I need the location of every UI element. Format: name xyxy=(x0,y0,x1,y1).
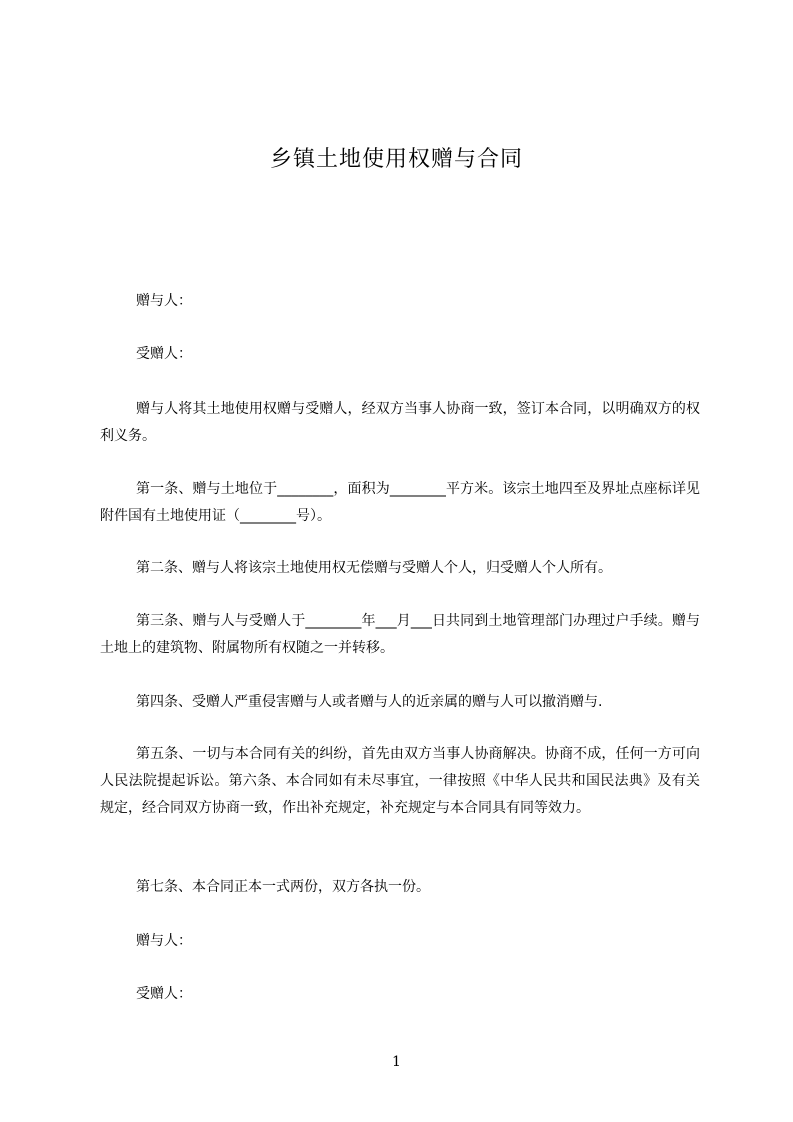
donor-label-top: 赠与人： xyxy=(136,293,192,309)
article-5-6: 第五条、一切与本合同有关的纠纷，首先由双方当事人协商解决。协商不成，任何一方可向人民法院提起诉讼。第六条、本合同如有未尽事宜，一律按照《中华人民共和国民法典》及有关规定，经合同双方协商一致，作出补充规定，补充规定与本合同具有同等效力。 xyxy=(100,746,700,816)
intro-paragraph: 赠与人将其土地使用权赠与受赠人，经双方当事人协商一致，签订本合同，以明确双方的权利义务。 xyxy=(100,401,700,444)
article-3: 第三条、赠与人与受赠人于________年___月___日共同到土地管理部门办理过户手续。赠与土地上的建筑物、附属物所有权随之一并转移。 xyxy=(100,613,700,656)
donee-label-top: 受赠人： xyxy=(136,346,192,362)
document-title: 乡镇土地使用权赠与合同 xyxy=(269,147,523,172)
page-number: 1 xyxy=(392,1054,401,1070)
article-7: 第七条、本合同正本一式两份，双方各执一份。 xyxy=(136,879,430,895)
donee-label-bottom: 受赠人： xyxy=(136,986,192,1002)
article-4: 第四条、受赠人严重侵害赠与人或者赠与人的近亲属的赠与人可以撤消赠与. xyxy=(136,694,603,710)
donor-label-bottom: 赠与人： xyxy=(136,933,192,949)
article-2: 第二条、赠与人将该宗土地使用权无偿赠与受赠人个人，归受赠人个人所有。 xyxy=(136,560,612,576)
article-1: 第一条、赠与土地位于________，面积为________平方米。该宗土地四至及界址点座标详见附件国有土地使用证（________号）。 xyxy=(100,481,700,524)
